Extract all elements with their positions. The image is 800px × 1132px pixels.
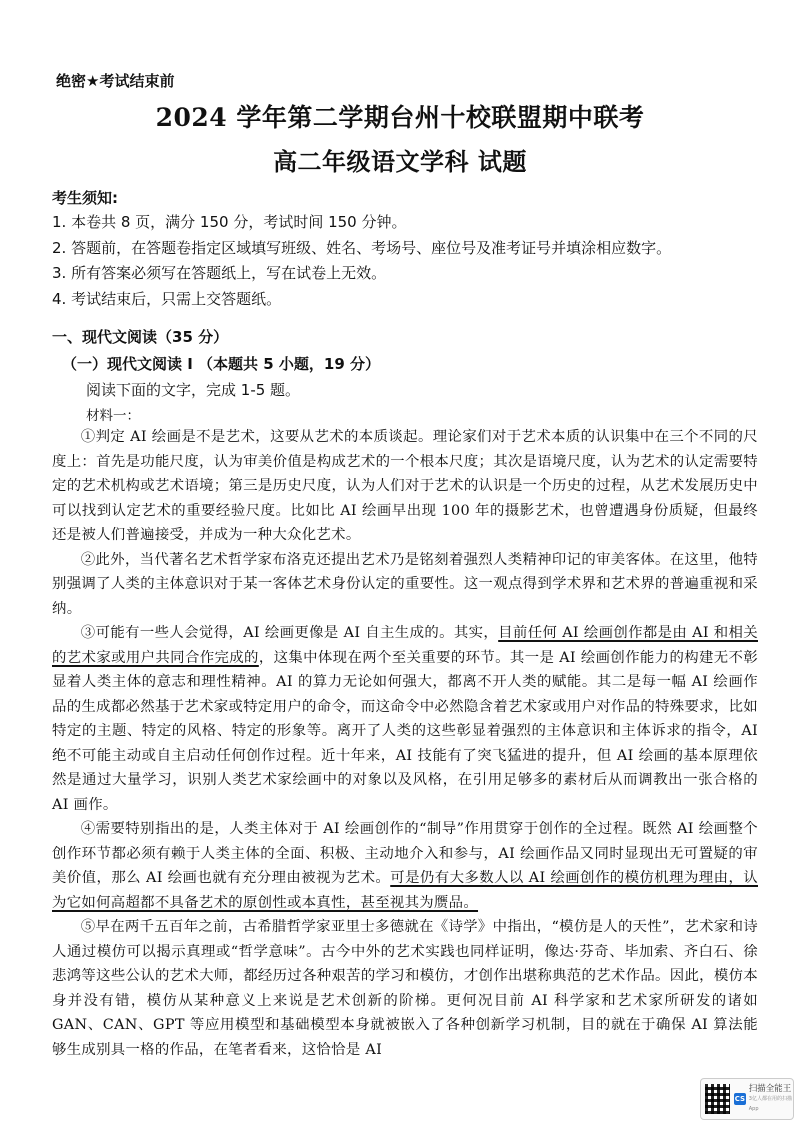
notice-item: 1. 本卷共 8 页，满分 150 分，考试时间 150 分钟。 xyxy=(52,213,407,231)
paragraph-3-text-b: ，这集中体现在两个至关重要的环节。其一是 AI 绘画创作能力的构建无不彰显着人类主体的意志和理性精神。AI 的算力无论如何强大，都离不开人类的赋能。其二是每一幅 AI 绘画作品的生成都必然基于艺术家或特定用户的命令，而这命令中必然隐含着艺术家或用户对作品的特殊要求，比如特定的主题、特定的风格、特定的形象等。离开了人类的这些彰显着强烈的主体意识和主体诉求的指令，AI 绝不可能主动或自主启动任何创作过程。近十年来，AI 技能有了突飞猛进的提升，但 AI 绘画的基本原理依然是通过大量学习，识别人类艺术家绘画中的对象以及风格，在引用足够多的素材后从而调教出一张合格的 AI 画作。 xyxy=(52,649,759,813)
paragraph-4-text-a: ④需要特别指出的是，人类主体对于 AI 绘画创作的“制导”作用贯穿于创作的全过程。既然 AI 绘画整个创作环节都必须有赖于人类主体的全面、积极、主动地介入和参与，AI 绘画作品又同时显现出无可置疑的审美价值，那么 AI 绘画也就有充分理由被视为艺术。 xyxy=(52,821,758,886)
reading-instruction: 阅读下面的文字，完成 1-5 题。 xyxy=(86,381,301,399)
notice-item: 4. 考试结束后，只需上交答题纸。 xyxy=(52,289,282,308)
underlined-sentence-1: 目前任何 AI 绘画创作都是由 AI 和相关的艺术家或用户共同合作完成的 xyxy=(52,625,758,666)
paragraph-3-text-a: ③可能有一些人会觉得，AI 绘画更像是 AI 自主生成的。其实， xyxy=(80,625,499,641)
section-heading: 一、现代文阅读（35 分） xyxy=(52,328,229,346)
exam-subtitle: 高二年级语文学科 试题 xyxy=(273,147,527,176)
watermark-name: 扫描全能王 xyxy=(748,1084,792,1094)
underlined-sentence-2: 可是仍有大多数人以 AI 绘画创作的模仿机理为理由，认为它如何高超都不具备艺术的原创性或本真性，甚至视其为赝品。 xyxy=(52,870,758,911)
secret-label: 绝密★考试结束前 xyxy=(56,72,175,90)
qr-code-icon xyxy=(705,1084,730,1114)
notice-list xyxy=(52,210,752,312)
material-label: 材料一： xyxy=(86,408,140,424)
reading-passage xyxy=(52,425,758,1062)
paragraph-5: ⑤早在两千五百年之前，古希腊哲学家亚里士多德就在《诗学》中指出，“模仿是人的天性”，艺术家和诗人通过模仿可以揭示真理或“哲学意味”。古今中外的艺术实践也同样证明，像达·芬奇、毕加索、齐白石、徐悲鸿等这些公认的艺术大师，都经历过各种艰苦的学习和模仿，才创作出堪称典范的艺术作品。因此，模仿本身并没有错，模仿从某种意义上来说是艺术创新的阶梯。更何况目前 AI 科学家和艺术家所研发的诸如 GAN、CAN、GPT 等应用模型和基础模型本身就被嵌入了各种创新学习机制，目的就在于确保 AI 算法能够生成别具一格的作品，在笔者看来，这恰恰是 AI xyxy=(52,919,758,1058)
watermark-tagline: 3亿人都在用的扫描App xyxy=(748,1096,792,1112)
paragraph-1: ①判定 AI 绘画是不是艺术，这要从艺术的本质谈起。理论家们对于艺术本质的认识集中在三个不同的尺度上：首先是功能尺度，认为审美价值是构成艺术的一个根本尺度；其次是语境尺度，认为艺术的认定需要特定的艺术机构或艺术语境；第三是历史尺度，认为人们对于艺术的认识是一个历史的过程，从艺术发展历史中可以找到认定艺术的重要经验尺度。比如比 AI 绘画早出现 100 年的摄影艺术，也曾遭遇身份质疑，但最终还是被人们普遍接受，并成为一种大众化艺术。 xyxy=(52,429,758,543)
paragraph-4 xyxy=(52,817,758,915)
scanner-watermark xyxy=(700,1078,794,1120)
paragraph-2: ②此外，当代著名艺术哲学家布洛克还提出艺术乃是铭刻着强烈人类精神印记的审美客体。在这里，他特别强调了人类的主体意识对于某一客体艺术身份认定的重要性。这一观点得到学术界和艺术界的普遍重视和采纳。 xyxy=(52,551,758,617)
exam-title: 2024 学年第二学期台州十校联盟期中联考 xyxy=(155,103,645,132)
subsection-heading: （一）现代文阅读 I （本题共 5 小题，19 分） xyxy=(62,355,381,373)
cs-badge-icon: CS xyxy=(734,1095,746,1103)
notice-item: 2. 答题前，在答题卷指定区域填写班级、姓名、考场号、座位号及准考证号并填涂相应数字。 xyxy=(52,238,672,257)
paragraph-3 xyxy=(52,621,758,817)
notice-item: 3. 所有答案必须写在答题纸上，写在试卷上无效。 xyxy=(52,264,387,282)
notice-heading: 考生须知: xyxy=(52,189,118,207)
